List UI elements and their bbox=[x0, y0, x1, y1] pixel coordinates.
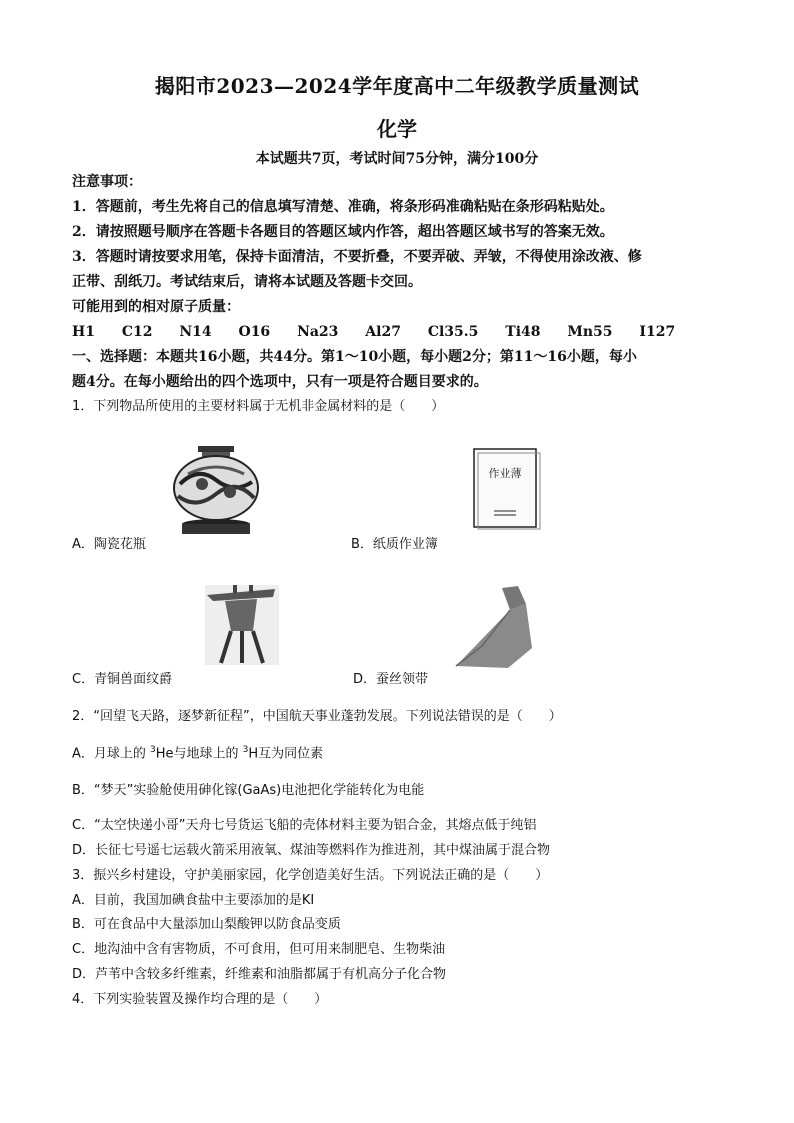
atomic-mass: I127 bbox=[639, 324, 676, 340]
atomic-mass: O16 bbox=[238, 324, 271, 340]
q1-option-c: C．青铜兽面纹爵 bbox=[72, 672, 173, 687]
atomic-mass-heading: 可能用到的相对原子质量： bbox=[72, 299, 240, 315]
atomic-mass-list bbox=[72, 322, 732, 342]
atomic-mass: H1 bbox=[72, 324, 95, 340]
note-item-3a: 3．答题时请按要求用笔，保持卡面清洁，不要折叠，不要弄破、弄皱，不得使用涂改液、修 bbox=[72, 249, 642, 265]
exam-info: 本试题共7页，考试时间75分钟，满分100分 bbox=[255, 151, 539, 167]
notebook-image bbox=[472, 447, 542, 531]
exam-title: 揭阳市2023—2024学年度高中二年级教学质量测试 bbox=[154, 74, 640, 98]
notes-heading: 注意事项： bbox=[72, 174, 142, 190]
note-item-1: 1．答题前，考生先将自己的信息填写清楚、准确，将条形码准确粘贴在条形码粘贴处。 bbox=[72, 199, 614, 215]
note-item-3b: 正带、刮纸刀。考试结束后，请将本试题及答题卡交回。 bbox=[72, 274, 422, 290]
q2-option-c: C．“太空快递小哥”天舟七号货运飞船的壳体材料主要为铝合金，其熔点低于纯铝 bbox=[72, 818, 537, 833]
note-item-2: 2．请按照题号顺序在答题卡各题目的答题区域内作答，超出答题区域书写的答案无效。 bbox=[72, 224, 614, 240]
bronze-jue-image bbox=[205, 585, 279, 665]
atomic-mass: Al27 bbox=[365, 324, 401, 340]
q1-stem: 1．下列物品所使用的主要材料属于无机非金属材料的是（ ） bbox=[72, 399, 445, 414]
q3-option-a: A．目前，我国加碘食盐中主要添加的是KI bbox=[72, 893, 315, 908]
q1-option-b: B．纸质作业簿 bbox=[351, 537, 438, 552]
atomic-mass: C12 bbox=[121, 324, 153, 340]
section-instructions-1: 一、选择题：本题共16小题，共44分。第1～10小题，每小题2分；第11～16小题，每小 bbox=[72, 349, 637, 365]
q1-option-d: D．蚕丝领带 bbox=[353, 672, 429, 687]
notebook-label: 作业薄 bbox=[488, 467, 522, 480]
q1-option-a: A．陶瓷花瓶 bbox=[72, 537, 146, 552]
atomic-mass: Na23 bbox=[297, 324, 339, 340]
porcelain-vase-image bbox=[168, 444, 264, 536]
q3-option-d: D．芦苇中含较多纤维素，纤维素和油脂都属于有机高分子化合物 bbox=[72, 967, 447, 982]
atomic-mass: Cl35.5 bbox=[427, 324, 479, 340]
atomic-mass: Mn55 bbox=[567, 324, 613, 340]
atomic-mass: N14 bbox=[179, 324, 212, 340]
exam-subject: 化学 bbox=[377, 117, 417, 141]
q3-option-b: B．可在食品中大量添加山梨酸钾以防食品变质 bbox=[72, 917, 341, 932]
q4-stem: 4．下列实验装置及操作均合理的是（ ） bbox=[72, 992, 328, 1007]
q2-option-b: B．“梦天”实验舱使用砷化镓(GaAs)电池把化学能转化为电能 bbox=[72, 783, 425, 798]
q3-option-c: C．地沟油中含有害物质，不可食用，但可用来制肥皂、生物柴油 bbox=[72, 942, 446, 957]
atomic-mass: Ti48 bbox=[505, 324, 541, 340]
silk-tie-image bbox=[452, 586, 534, 668]
q2-stem: 2．“回望飞天路，逐梦新征程”，中国航天事业蓬勃发展。下列说法错误的是（ ） bbox=[72, 709, 562, 724]
section-instructions-2: 题4分。在每小题给出的四个选项中，只有一项是符合题目要求的。 bbox=[72, 374, 488, 390]
q3-stem: 3．振兴乡村建设，守护美丽家园，化学创造美好生活。下列说法正确的是（ ） bbox=[72, 868, 549, 883]
q2-option-a: A．月球上的 $^3$He与地球上的 $^3$H互为同位素 bbox=[72, 745, 324, 762]
q2-option-d: D．长征七号遥七运载火箭采用液氧、煤油等燃料作为推进剂，其中煤油属于混合物 bbox=[72, 843, 551, 858]
